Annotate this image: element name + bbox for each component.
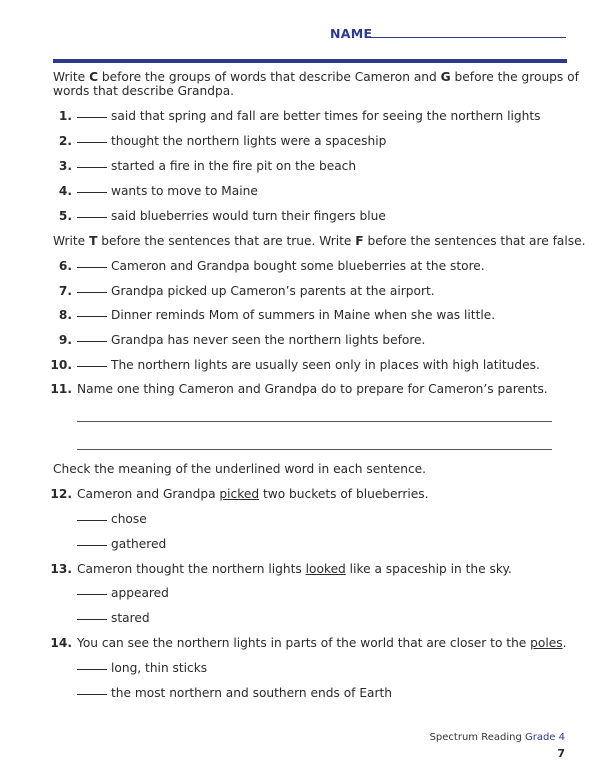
question-number: 8. xyxy=(58,308,72,322)
answer-blank[interactable] xyxy=(77,192,107,193)
section3-instructions: Check the meaning of the underlined word in each sentence. xyxy=(53,462,427,476)
question-text: wants to move to Maine xyxy=(111,184,258,198)
question-text: Dinner reminds Mom of summers in Maine when she was little. xyxy=(111,308,496,322)
check-blank[interactable] xyxy=(77,520,107,521)
question-number: 13. xyxy=(50,562,72,576)
question-text: said that spring and fall are better times for seeing the northern lights xyxy=(111,109,541,123)
answer-blank[interactable] xyxy=(77,366,107,367)
name-field-line[interactable] xyxy=(370,37,566,38)
check-blank[interactable] xyxy=(77,545,107,546)
question-number: 2. xyxy=(58,134,72,148)
answer-writing-line[interactable] xyxy=(77,449,552,450)
underlined-word: poles xyxy=(530,636,563,650)
section1-instructions: Write C before the groups of words that describe Cameron and G before the groups of words that describe Grandpa. xyxy=(53,70,579,98)
answer-blank[interactable] xyxy=(77,217,107,218)
check-blank[interactable] xyxy=(77,694,107,695)
question-number: 11. xyxy=(50,382,72,396)
answer-option: gathered xyxy=(77,537,166,551)
question-text: started a fire in the fire pit on the beach xyxy=(111,159,357,173)
question-text: The northern lights are usually seen only in places with high latitudes. xyxy=(111,358,540,372)
answer-option: long, thin sticks xyxy=(77,661,207,675)
question-text: You can see the northern lights in parts of the world that are closer to the poles. xyxy=(77,636,567,650)
question-number: 10. xyxy=(50,358,72,372)
question-text: Name one thing Cameron and Grandpa do to prepare for Cameron’s parents. xyxy=(77,382,548,396)
question-text: said blueberries would turn their fingers blue xyxy=(111,209,386,223)
question-number: 7. xyxy=(58,284,72,298)
answer-blank[interactable] xyxy=(77,142,107,143)
question-text: Grandpa has never seen the northern lights before. xyxy=(111,333,426,347)
footer-series: Spectrum Reading Grade 4 xyxy=(429,732,565,743)
underlined-word: looked xyxy=(305,562,346,576)
footer-grade: Grade 4 xyxy=(524,732,565,743)
check-blank[interactable] xyxy=(77,619,107,620)
header-rule xyxy=(53,59,567,63)
question-text: Cameron thought the northern lights looked like a spaceship in the sky. xyxy=(77,562,512,576)
question-text: thought the northern lights were a spaceship xyxy=(111,134,387,148)
answer-blank[interactable] xyxy=(77,167,107,168)
question-number: 14. xyxy=(50,636,72,650)
answer-blank[interactable] xyxy=(77,316,107,317)
page-number: 7 xyxy=(557,747,565,760)
answer-blank[interactable] xyxy=(77,267,107,268)
question-number: 4. xyxy=(58,184,72,198)
underlined-word: picked xyxy=(219,487,260,501)
answer-blank[interactable] xyxy=(77,117,107,118)
question-number: 12. xyxy=(50,487,72,501)
answer-option: chose xyxy=(77,512,147,526)
answer-option: the most northern and southern ends of Earth xyxy=(77,686,392,700)
answer-option: stared xyxy=(77,611,150,625)
question-number: 6. xyxy=(58,259,72,273)
section2-instructions: Write T before the sentences that are true. Write F before the sentences that are false. xyxy=(53,234,586,248)
answer-blank[interactable] xyxy=(77,292,107,293)
question-text: Cameron and Grandpa picked two buckets of blueberries. xyxy=(77,487,429,501)
question-number: 1. xyxy=(58,109,72,123)
question-text: Grandpa picked up Cameron’s parents at the airport. xyxy=(111,284,435,298)
answer-writing-line[interactable] xyxy=(77,421,552,422)
name-label: NAME xyxy=(330,26,373,41)
question-text: Cameron and Grandpa bought some blueberries at the store. xyxy=(111,259,485,273)
answer-blank[interactable] xyxy=(77,341,107,342)
check-blank[interactable] xyxy=(77,669,107,670)
question-number: 3. xyxy=(58,159,72,173)
check-blank[interactable] xyxy=(77,594,107,595)
answer-option: appeared xyxy=(77,586,169,600)
question-number: 5. xyxy=(58,209,72,223)
question-number: 9. xyxy=(58,333,72,347)
